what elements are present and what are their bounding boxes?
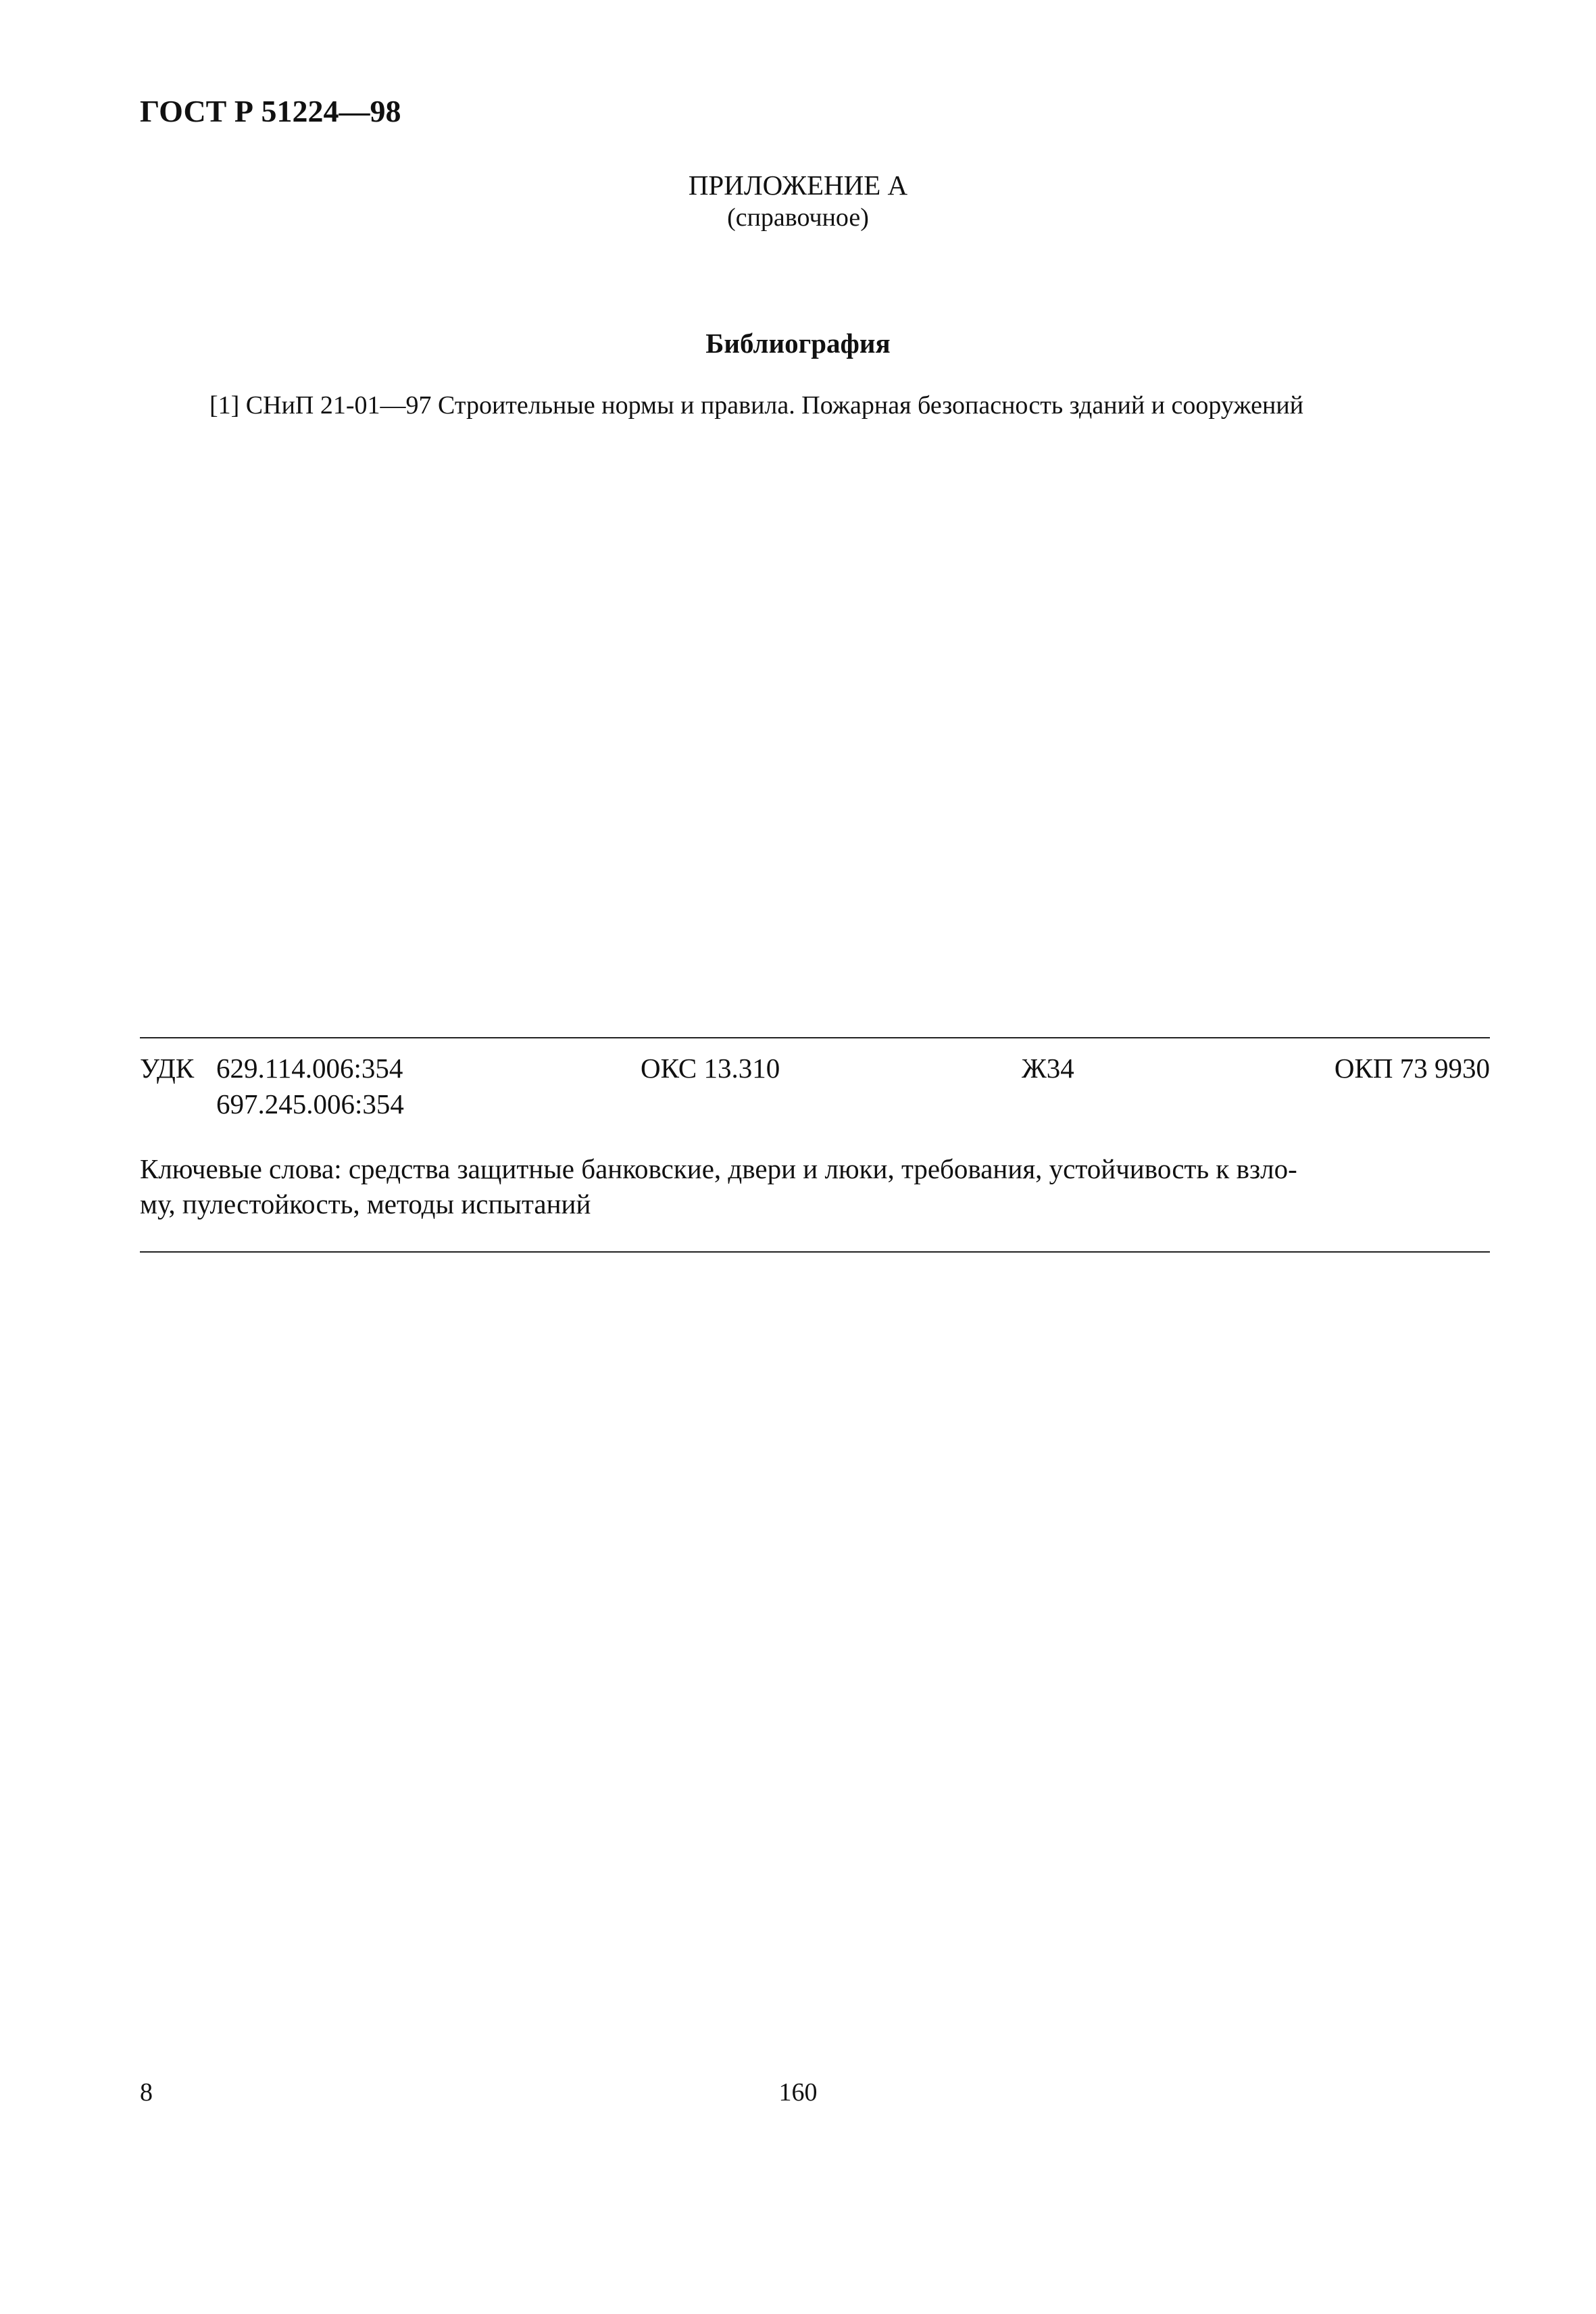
appendix-title: ПРИЛОЖЕНИЕ А: [688, 170, 908, 201]
appendix-subtitle: (справочное): [727, 203, 869, 232]
group-code: Ж34: [1022, 1053, 1074, 1084]
udc-value-2: 697.245.006:354: [216, 1088, 404, 1120]
keywords-line-1: Ключевые слова: средства защитные банковские, двери и люки, требования, устойчивость к взло-: [140, 1153, 1297, 1184]
document-code: ГОСТ Р 51224—98: [140, 94, 401, 128]
okp-code: ОКП 73 9930: [1334, 1053, 1490, 1084]
udc-value-1: 629.114.006:354: [216, 1053, 403, 1084]
bibliography-entry: [1] СНиП 21-01—97 Строительные нормы и правила. Пожарная безопасность зданий и сооружений: [209, 391, 1304, 420]
divider-bottom: [140, 1251, 1490, 1253]
bibliography-heading: Библиография: [705, 328, 891, 359]
divider-top: [140, 1037, 1490, 1038]
udc-label: УДК: [140, 1053, 195, 1084]
page-number-global: 160: [778, 2078, 818, 2107]
keywords-line-2: му, пулестойкость, методы испытаний: [140, 1188, 591, 1219]
oks-code: ОКС 13.310: [641, 1053, 780, 1084]
page-number-local: 8: [140, 2078, 153, 2107]
